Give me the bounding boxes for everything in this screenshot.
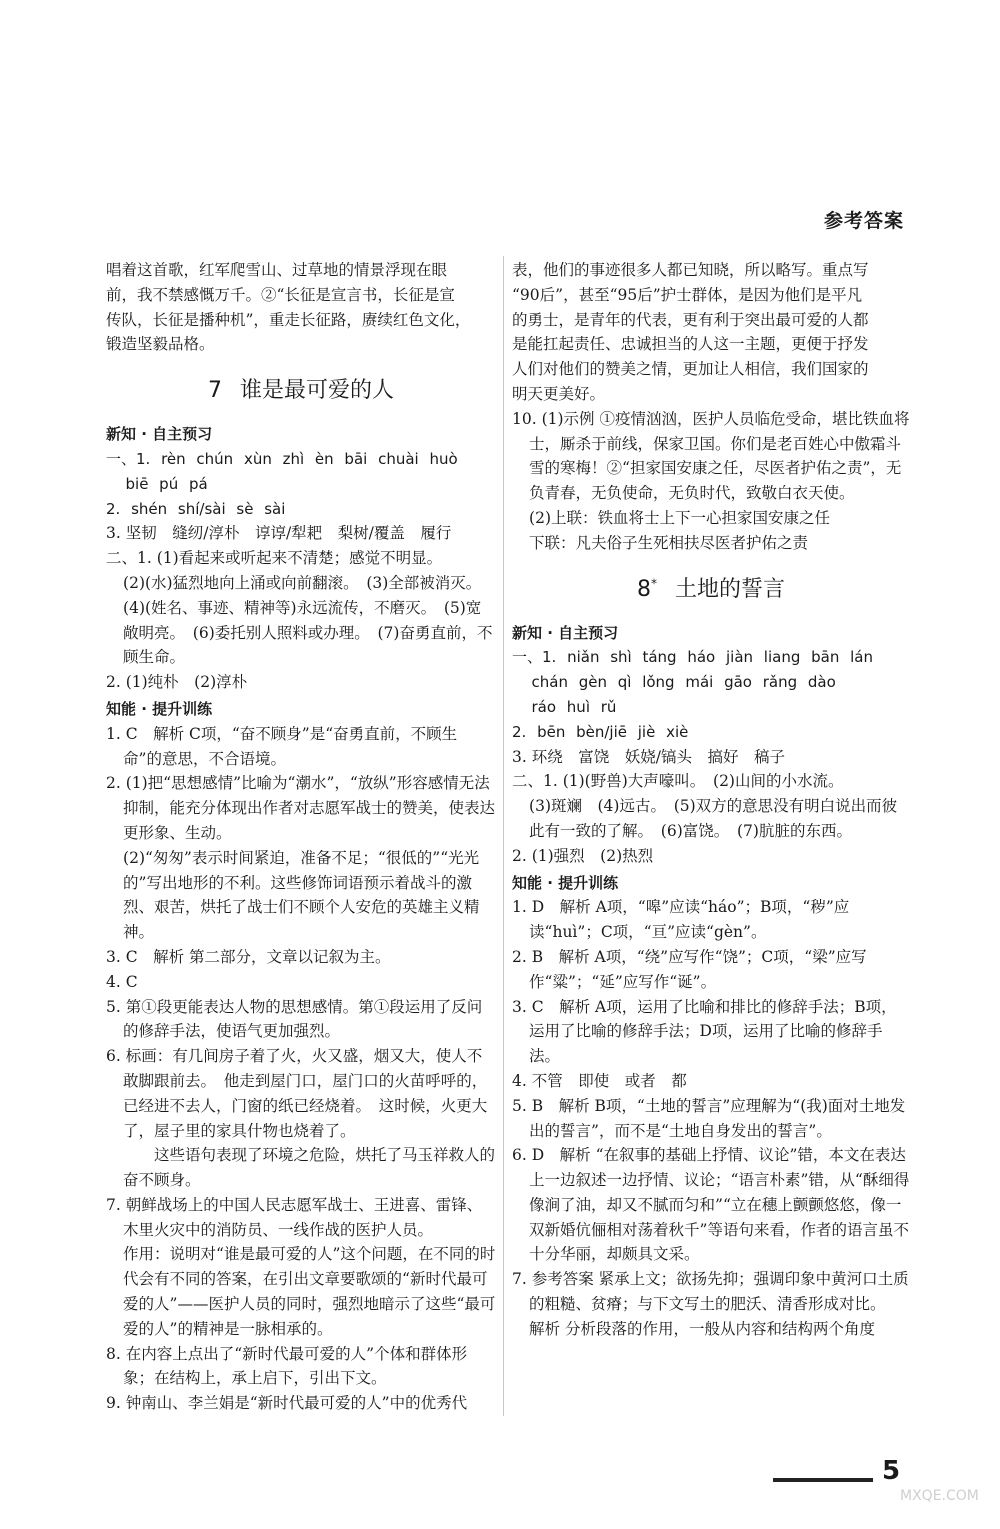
cont-line-5: 人们对他们的赞美之情，更加让人相信，我们国家的 xyxy=(512,360,869,379)
cont-line-1: 表，他们的事迹很多人都已知晓，所以略写。重点写 xyxy=(512,261,869,279)
chapter-7-heading xyxy=(106,373,496,404)
chapter-number-digit: 8 xyxy=(636,576,651,602)
section-training-heading: 知能 · 提升训练 xyxy=(512,873,619,892)
chapter-title: 土地的誓言 xyxy=(674,576,785,602)
left-column xyxy=(106,258,496,1416)
pinyin-line-1b: chán gèn qì lǒng mái gāo rǎng dào xyxy=(531,673,836,692)
answer-synonyms: 2. (1)纯朴 (2)淳朴 xyxy=(106,673,248,692)
pinyin-line-1c: ráo huì rǔ xyxy=(531,697,617,716)
answer-2b: (2)“匆匆”表示时间紧迫，准备不足；“很低的”“光光的”写出地形的不利。这些修饰词语预示着战斗的激烈、艰苦，烘托了战士们不顾个人安危的英雄主义精神。 xyxy=(123,848,480,942)
answer-definitions: 二、1. (1)看起来或听起来不清楚；感觉不明显。 xyxy=(106,549,443,568)
answer-b2: 2. B 解析 A项，“绕”应写作“饶”；C项，“梁”应写作“粱”；“延”应写作“诞”。 xyxy=(512,947,867,991)
pinyin-line-2: 2. bēn bèn/jiē jiè xiè xyxy=(512,722,689,741)
chapter-number xyxy=(637,577,657,602)
answer-10a: 10. (1)示例 ①疫情汹汹，医护人员临危受命，堪比铁血将士，厮杀于前线，保家卫国。你们是老百姓心中傲霜斗雪的寒梅！②“担家国安康之任，尽医者护佑之责”，无负青春，无负使命，无负时代，致敬白衣天使。 xyxy=(512,409,910,503)
cont-line-4: 是能扛起责任、忠诚担当的人这一主题，更便于抒发 xyxy=(512,335,869,354)
cont-line-6: 明天更美好。 xyxy=(512,384,606,403)
answer-6a: 6. 标画：有几间房子着了火，火又盛，烟又大，使人不敢脚跟前去。 他走到屋门口，屋门口的火苗呼呼的，已经进不去人，门窗的纸已经烧着。 这时候，火更大了，屋子里的家具什物也烧着了。 xyxy=(106,1047,488,1140)
page-header-title: 参考答案 xyxy=(823,210,904,232)
page-number: 5 xyxy=(882,1456,901,1486)
answer-b3: 3. C 解析 A项，运用了比喻和排比的修辞手法；B项，运用了比喻的修辞手法；D项，运用了比喻的修辞手法。 xyxy=(512,997,897,1066)
intro-line-4: 锻造坚毅品格。 xyxy=(106,335,215,354)
intro-line-1: 唱着这首歌，红军爬雪山、过草地的情景浮现在眼 xyxy=(106,261,448,279)
answer-1: 1. C 解析 C项，“奋不顾身”是“奋勇直前，不顾生命”的意思，不合语境。 xyxy=(106,724,458,768)
chapter-optional-mark: * xyxy=(650,576,657,591)
answer-8: 8. 在内容上点出了“新时代最可爱的人”个体和群体形象；在结构上，承上启下，引出下文。 xyxy=(106,1344,468,1388)
cont-line-2: “90后”，甚至“95后”护士群体，是因为他们是平凡 xyxy=(512,285,863,304)
intro-line-3: 传队，长征是播种机”，重走长征路，赓续红色文化， xyxy=(106,310,471,329)
pinyin-line-2: 2. shén shí/sài sè sài xyxy=(106,499,286,518)
pinyin-line-1: 一、1. niǎn shì táng háo jiàn liang bān lán xyxy=(512,648,873,667)
intro-line-2: 前，我不禁感慨万千。②“长征是宣言书，长征是宣 xyxy=(106,285,455,304)
answer-7b: 作用：说明对“谁是最可爱的人”这个问题，在不同的时代会有不同的答案，在引出文章要歌颂的“新时代最可爱的人”——医护人员的同时，强烈地暗示了这些“最可爱的人”的精神是一脉相承的。 xyxy=(123,1245,496,1338)
answer-9: 9. 钟南山、李兰娟是“新时代最可爱的人”中的优秀代 xyxy=(106,1394,468,1413)
answer-5: 5. 第①段更能表达人物的思想感情。第①段运用了反问的修辞手法，使语气更加强烈。 xyxy=(106,997,483,1041)
section-preview-heading: 新知 · 自主预习 xyxy=(106,425,213,444)
answer-b1: 1. D 解析 A项，“嗥”应读“háo”；B项，“秽”应读“huì”；C项，“亘”应读“gèn”。 xyxy=(512,898,850,942)
answer-7a: 7. 朝鲜战场上的中国人民志愿军战士、王进喜、雷锋、木里火灾中的消防员、一线作战的医护人员。 xyxy=(106,1195,483,1239)
section-training-heading: 知能 · 提升训练 xyxy=(106,699,213,718)
answer-b6: 6. D 解析 “在叙事的基础上抒情、议论”错，本文在表达上一边叙述一边抒情、议论；“语言朴素”错，从“酥细得像涧了油，却又不腻而匀和”“立在穗上颤颤悠悠，像一双新婚伉俪相对荡着秋千”等语句来看，作者的语言虽不十分华丽，却颇具文采。 xyxy=(512,1146,910,1264)
pinyin-line-1: 一、1. rèn chún xùn zhì èn bāi chuài huò xyxy=(106,449,458,468)
answer-definitions-cont: (3)斑斓 (4)远古。 (5)双方的意思没有明白说出而彼此有一致的了解。 (6)富饶。 (7)肮脏的东西。 xyxy=(529,797,898,840)
answer-2a: 2. (1)把“思想感情”比喻为“潮水”，“放纵”形容感情无法抑制，能充分体现出作者对志愿军战士的赞美，使表达更形象、生动。 xyxy=(106,774,496,842)
answer-b5: 5. B 解析 B项，“土地的誓言”应理解为“(我)面对土地发出的誓言”，而不是“土地自身发出的誓言”。 xyxy=(512,1096,906,1140)
answer-b7: 7. 参考答案 紧承上文；欲扬先抑；强调印象中黄河口土质的粗糙、贫瘠；与下文写土的肥沃、清香形成对比。 xyxy=(512,1270,909,1314)
column-divider xyxy=(503,256,504,1416)
answer-4: 4. C xyxy=(106,972,138,991)
cont-line-3: 的勇士，是青年的代表，更有利于突出最可爱的人都 xyxy=(512,310,869,329)
answer-10b: (2)上联：铁血将士上下一心担家国安康之任 xyxy=(529,508,831,527)
answer-10c: 下联：凡夫俗子生死相扶尽医者护佑之责 xyxy=(529,533,809,552)
answer-b7-analysis: 解析 分析段落的作用，一般从内容和结构两个角度 xyxy=(529,1319,875,1338)
chapter-number: 7 xyxy=(207,378,222,404)
pinyin-line-1b: biē pú pá xyxy=(125,474,208,493)
answer-definitions-cont: (2)(水)猛烈地向上涌或向前翻滚。 (3)全部被消灭。 (4)(姓名、事迹、精神等)永远流传，不磨灭。 (5)宽敞明亮。 (6)委托别人照料或办理。 (7)奋勇直前，不顾生命。 xyxy=(123,573,493,667)
chapter-title: 谁是最可爱的人 xyxy=(239,378,394,404)
answer-definitions: 二、1. (1)(野兽)大声嚎叫。 (2)山间的小水流。 xyxy=(512,772,844,791)
answer-words: 3. 坚韧 缝纫/淳朴 谆谆/犁耙 梨树/覆盖 履行 xyxy=(106,524,452,543)
answer-6b: 这些语句表现了环境之危险，烘托了马玉祥救人的奋不顾身。 xyxy=(123,1146,496,1190)
answer-synonyms: 2. (1)强烈 (2)热烈 xyxy=(512,846,654,865)
answer-words: 3. 环绕 富饶 妖娆/镐头 搞好 稿子 xyxy=(512,747,785,766)
watermark-text: MXQE.COM xyxy=(900,1488,979,1504)
right-column xyxy=(512,258,910,1342)
chapter-8-heading xyxy=(512,572,910,603)
section-preview-heading: 新知 · 自主预习 xyxy=(512,623,619,642)
footer-bar xyxy=(773,1478,873,1482)
answer-b4: 4. 不管 即使 或者 都 xyxy=(512,1071,687,1090)
answer-3: 3. C 解析 第二部分，文章以记叙为主。 xyxy=(106,947,391,966)
